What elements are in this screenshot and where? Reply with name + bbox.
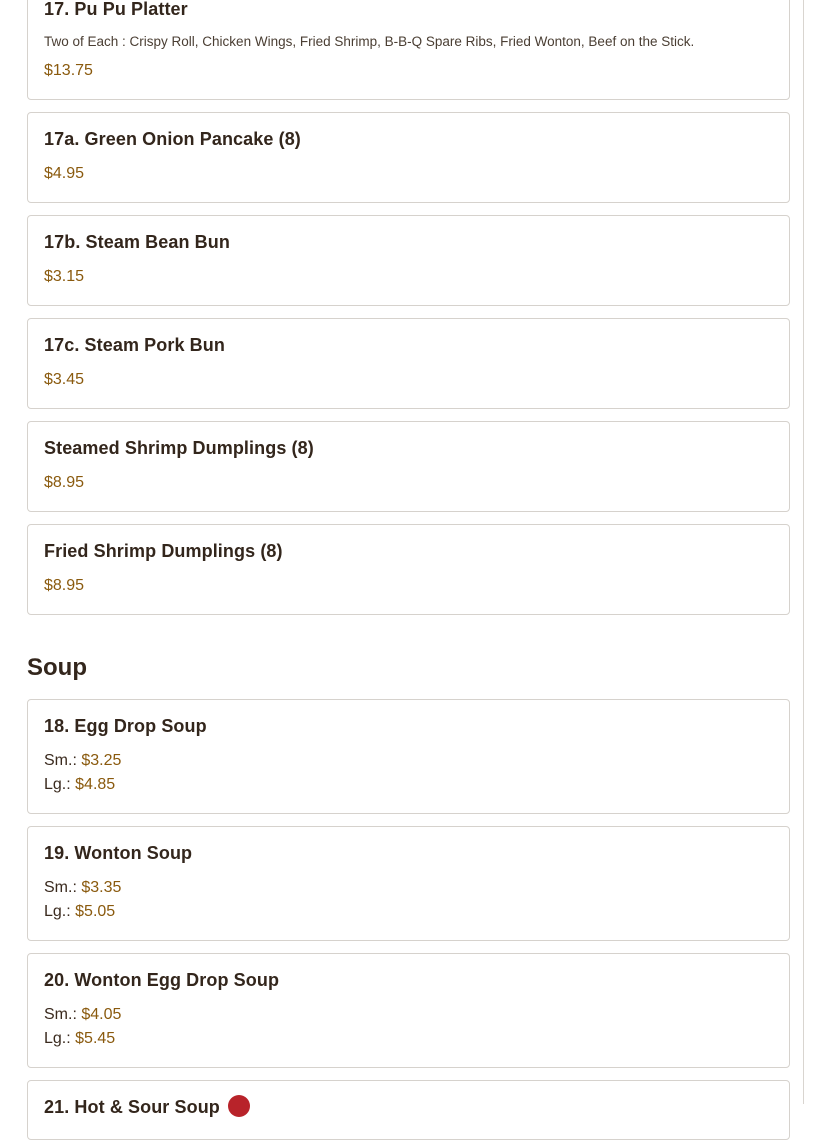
menu-item-card[interactable]: [27, 0, 790, 100]
menu-item-card[interactable]: [27, 826, 790, 941]
small-price-row: [44, 752, 121, 770]
large-price-row: [44, 903, 115, 921]
menu-item-name: 19. Wonton Soup: [44, 843, 193, 863]
menu-item-card[interactable]: [27, 215, 790, 306]
menu-item-card[interactable]: [27, 953, 790, 1068]
menu-item-price: $4.95: [44, 165, 85, 182]
menu-item-price: $13.75: [44, 62, 93, 79]
scrollbar-track[interactable]: [803, 0, 804, 1104]
size-price: $5.45: [75, 1030, 116, 1047]
menu-item-price: $8.95: [44, 474, 85, 491]
menu-item-description: Two of Each : Crispy Roll, Chicken Wings, Fried Shrimp, B-B-Q Spare Ribs, Fried Wonton, Beef on the Stick.: [44, 34, 695, 49]
menu-item-name: 17a. Green Onion Pancake (8): [44, 129, 301, 149]
large-price-row: [44, 1030, 115, 1048]
menu-item-name: 17b. Steam Bean Bun: [44, 232, 230, 252]
menu-item-name: Fried Shrimp Dumplings (8): [44, 541, 283, 561]
size-label: Lg.:: [44, 1030, 71, 1047]
menu-item-card[interactable]: [27, 421, 790, 512]
size-label: Sm.:: [44, 879, 77, 896]
menu-item-name: Steamed Shrimp Dumplings (8): [44, 438, 314, 458]
menu-item-price: $3.45: [44, 371, 85, 388]
menu-item-price: $8.95: [44, 577, 85, 594]
size-price: $3.25: [81, 752, 122, 769]
small-price-row: [44, 879, 121, 897]
menu-item-name: 17. Pu Pu Platter: [44, 0, 188, 19]
menu-item-card[interactable]: [27, 699, 790, 814]
menu-item-name: 20. Wonton Egg Drop Soup: [44, 970, 280, 990]
spicy-pepper-icon: [228, 1095, 250, 1117]
size-price: $4.85: [75, 776, 116, 793]
size-label: Sm.:: [44, 1006, 77, 1023]
size-label: Lg.:: [44, 776, 71, 793]
size-price: $3.35: [81, 879, 122, 896]
small-price-row: [44, 1006, 121, 1024]
section-title-soup: Soup: [27, 654, 87, 681]
menu-item-name: 18. Egg Drop Soup: [44, 716, 207, 736]
size-label: Sm.:: [44, 752, 77, 769]
menu-item-name-row: [44, 1097, 250, 1119]
menu-item-card[interactable]: [27, 318, 790, 409]
menu-item-price: $3.15: [44, 268, 85, 285]
menu-item-card[interactable]: [27, 1080, 790, 1140]
size-price: $5.05: [75, 903, 116, 920]
size-label: Lg.:: [44, 903, 71, 920]
menu-item-name: 17c. Steam Pork Bun: [44, 335, 225, 355]
menu-item-name: 21. Hot & Sour Soup: [44, 1097, 220, 1117]
menu-item-card[interactable]: [27, 112, 790, 203]
menu-item-card[interactable]: [27, 524, 790, 615]
size-price: $4.05: [81, 1006, 122, 1023]
large-price-row: [44, 776, 115, 794]
